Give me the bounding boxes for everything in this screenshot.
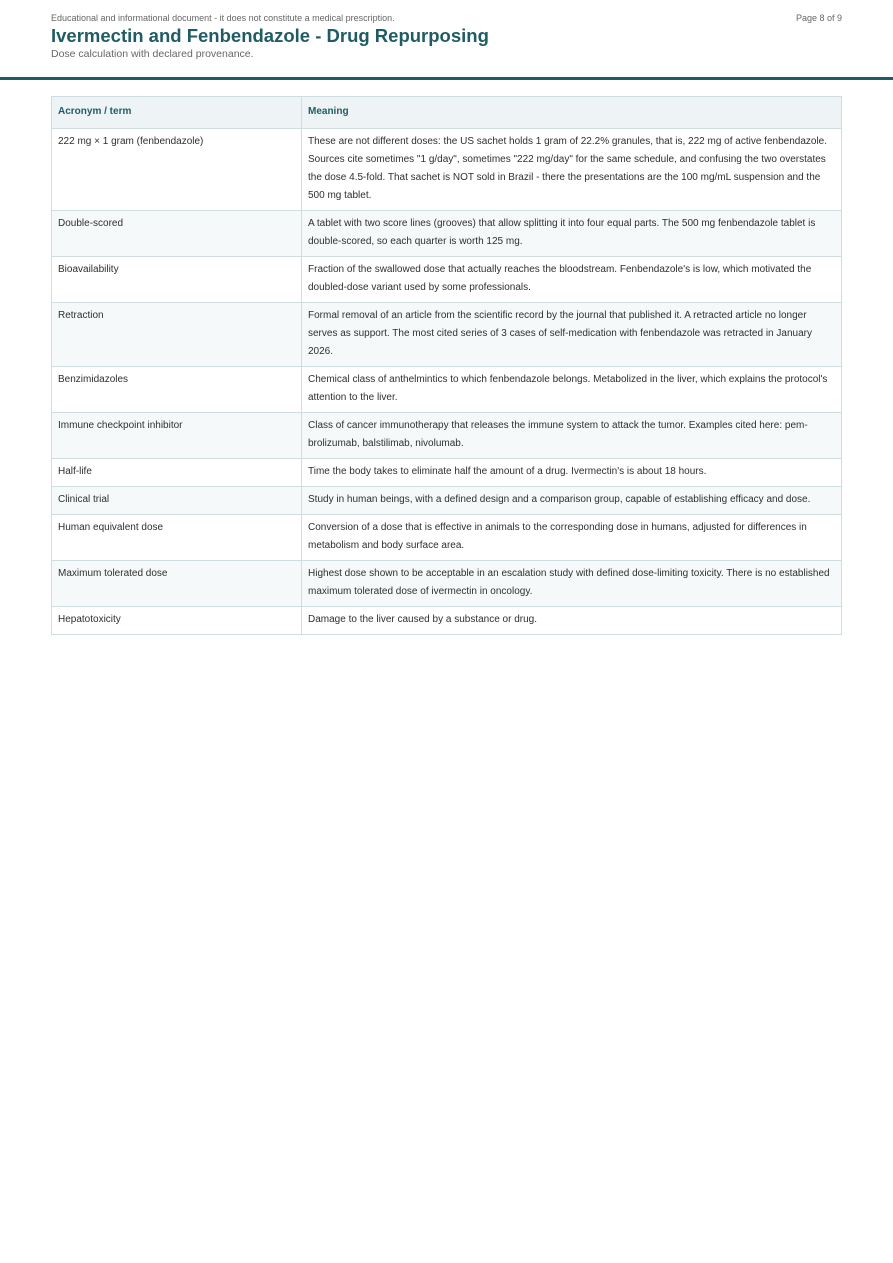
table-row <box>52 561 842 607</box>
term-cell: Retraction <box>52 303 302 367</box>
page-number: Page 8 of 9 <box>795 13 842 23</box>
table-row <box>52 257 842 303</box>
table-row <box>52 607 842 635</box>
term-cell: Benzimidazoles <box>52 367 302 413</box>
meaning-cell: Formal removal of an article from the scientific record by the journal that published it. A retracted article no longer serves as support. The most cited series of 3 cases of self-medication with fenbendazole was retracted in January 2026. <box>302 303 842 367</box>
meaning-cell: A tablet with two score lines (grooves) that allow splitting it into four equal parts. The 500 mg fenbendazole tablet is double-scored, so each quarter is worth 125 mg. <box>302 211 842 257</box>
table-row <box>52 129 842 211</box>
meaning-cell: Class of cancer immunotherapy that releases the immune system to attack the tumor. Examples cited here: pem-brolizumab, balstilimab, nivolumab. <box>302 413 842 459</box>
term-cell: Maximum tolerated dose <box>52 561 302 607</box>
term-cell: Human equivalent dose <box>52 515 302 561</box>
table-row <box>52 367 842 413</box>
term-cell: Immune checkpoint inhibitor <box>52 413 302 459</box>
table-row <box>52 487 842 515</box>
term-cell: Half-life <box>52 459 302 487</box>
table-row <box>52 303 842 367</box>
meaning-cell: Damage to the liver caused by a substance or drug. <box>302 607 842 635</box>
meaning-cell: Study in human beings, with a defined design and a comparison group, capable of establishing efficacy and dose. <box>302 487 842 515</box>
meaning-cell: Highest dose shown to be acceptable in an escalation study with defined dose-limiting toxicity. There is no established maximum tolerated dose of ivermectin in oncology. <box>302 561 842 607</box>
meaning-cell: Time the body takes to eliminate half the amount of a drug. Ivermectin's is about 18 hours. <box>302 459 842 487</box>
table-row <box>52 413 842 459</box>
glossary-table <box>51 96 842 635</box>
meaning-cell: Chemical class of anthelmintics to which fenbendazole belongs. Metabolized in the liver, which explains the protocol's attention to the liver. <box>302 367 842 413</box>
page-header <box>0 0 893 80</box>
table-row <box>52 459 842 487</box>
meaning-cell: These are not different doses: the US sachet holds 1 gram of 22.2% granules, that is, 222 mg of active fenbendazole. Sources cite sometimes "1 g/day", sometimes "222 mg/day" for the same schedule, and confusing the two overstates the dose 4.5-fold. That sachet is NOT sold in Brazil - there the presentations are the 100 mg/mL suspension and the 500 mg tablet. <box>302 129 842 211</box>
meaning-cell: Fraction of the swallowed dose that actually reaches the bloodstream. Fenbendazole's is low, which motivated the doubled-dose variant used by some professionals. <box>302 257 842 303</box>
term-cell: Clinical trial <box>52 487 302 515</box>
column-header-term: Acronym / term <box>52 97 302 129</box>
table-header-row <box>52 97 842 129</box>
term-cell: Double-scored <box>52 211 302 257</box>
document-title: Ivermectin and Fenbendazole - Drug Repurposing <box>51 25 489 46</box>
term-cell: Bioavailability <box>52 257 302 303</box>
term-cell: 222 mg × 1 gram (fenbendazole) <box>52 129 302 211</box>
table-row <box>52 515 842 561</box>
document-subtitle: Dose calculation with declared provenance. <box>51 48 254 60</box>
column-header-meaning: Meaning <box>302 97 842 129</box>
table-row <box>52 211 842 257</box>
term-cell: Hepatotoxicity <box>52 607 302 635</box>
disclaimer: Educational and informational document - it does not constitute a medical prescription. <box>51 13 395 23</box>
meaning-cell: Conversion of a dose that is effective in animals to the corresponding dose in humans, adjusted for differences in metabolism and body surface area. <box>302 515 842 561</box>
